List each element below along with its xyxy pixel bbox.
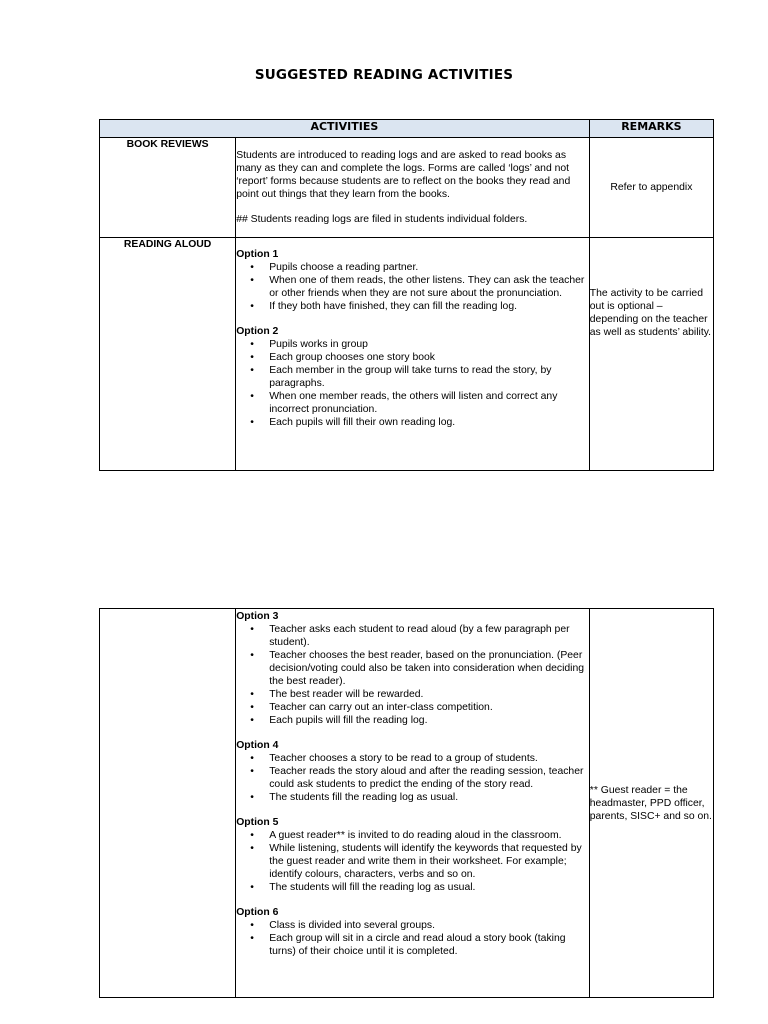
option-4-list — [236, 752, 589, 804]
list-item: • If they both have finished, they can fill the reading log. — [236, 300, 589, 313]
list-item: • Pupils choose a reading partner. — [236, 261, 589, 274]
option-heading: Option 1 — [236, 249, 279, 260]
list-item: • Teacher asks each student to read aloud (by a few paragraph per student). — [236, 623, 589, 649]
list-item: • When one member reads, the others will listen and correct any incorrect pronunciation. — [236, 390, 589, 416]
book-reviews-paragraph: Students are introduced to reading logs and are asked to read books as many as they can and complete the logs. Forms are called ‘logs’ and not ‘report’ forms because students are to reflect on the books they read and point out things that they learn from the books. — [236, 150, 571, 200]
list-item: • Each group chooses one story book — [236, 351, 589, 364]
list-item: • The students fill the reading log as usual. — [236, 791, 589, 804]
option-6-list — [236, 919, 589, 958]
option-heading: Option 6 — [236, 907, 279, 918]
remarks-header: REMARKS — [589, 120, 713, 138]
list-item: • Each pupils will fill their own reading log. — [236, 416, 589, 429]
list-item: • Pupils works in group — [236, 338, 589, 351]
book-reviews-note: ## Students reading logs are filed in students individual folders. — [236, 214, 528, 225]
book-reviews-remarks — [589, 138, 713, 238]
table-row — [100, 238, 714, 471]
table-header-row — [100, 120, 714, 138]
book-reviews-label: BOOK REVIEWS — [100, 138, 236, 238]
option-heading: Option 3 — [236, 611, 279, 622]
book-reviews-activity — [236, 138, 590, 238]
list-item: • Each pupils will fill the reading log. — [236, 714, 589, 727]
list-item: • Class is divided into several groups. — [236, 919, 589, 932]
reading-aloud-remarks — [589, 238, 713, 471]
activities-table-continued — [99, 608, 714, 998]
list-item: • Teacher chooses a story to be read to a group of students. — [236, 752, 589, 765]
continuation-remarks — [589, 609, 713, 998]
activities-header: ACTIVITIES — [100, 120, 590, 138]
reading-aloud-activity — [236, 238, 590, 471]
option-heading: Option 4 — [236, 740, 279, 751]
option-5-list — [236, 829, 589, 894]
list-item: • The students will fill the reading log as usual. — [236, 881, 589, 894]
list-item: • When one of them reads, the other listens. They can ask the teacher or other friends when they are not sure about the pronunciation. — [236, 274, 589, 300]
option-heading: Option 5 — [236, 817, 279, 828]
continuation-activity — [236, 609, 590, 998]
reading-aloud-label: READING ALOUD — [100, 238, 236, 471]
page-title: SUGGESTED READING ACTIVITIES — [254, 67, 514, 83]
list-item: • Teacher chooses the best reader, based on the pronunciation. (Peer decision/voting could also be taken into consideration when deciding the best reader). — [236, 649, 589, 688]
table-row — [100, 609, 714, 998]
list-item: • Each group will sit in a circle and read aloud a story book (taking turns) of their choice until it is completed. — [236, 932, 589, 958]
list-item: • Teacher reads the story aloud and after the reading session, teacher could ask students to predict the ending of the story read. — [236, 765, 589, 791]
option-2-list — [236, 338, 589, 429]
list-item: • While listening, students will identify the keywords that requested by the guest reader and write them in their worksheet. For example; identify colours, characters, verbs and so on. — [236, 842, 589, 881]
option-1-list — [236, 261, 589, 313]
activities-table — [99, 119, 714, 471]
table-row — [100, 138, 714, 238]
list-item: • The best reader will be rewarded. — [236, 688, 589, 701]
book-reviews-remarks-text: Refer to appendix — [610, 182, 693, 193]
reading-aloud-remarks-text: The activity to be carried out is optional – depending on the teacher as well as students’ ability. — [589, 288, 712, 338]
option-heading: Option 2 — [236, 326, 279, 337]
empty-label-cell — [100, 609, 236, 998]
option-3-list — [236, 623, 589, 727]
list-item: • Teacher can carry out an inter-class competition. — [236, 701, 589, 714]
guest-reader-remarks-text: ** Guest reader = the headmaster, PPD officer, parents, SISC+ and so on. — [589, 784, 712, 822]
list-item: • A guest reader** is invited to do reading aloud in the classroom. — [236, 829, 589, 842]
list-item: • Each member in the group will take turns to read the story, by paragraphs. — [236, 364, 589, 390]
